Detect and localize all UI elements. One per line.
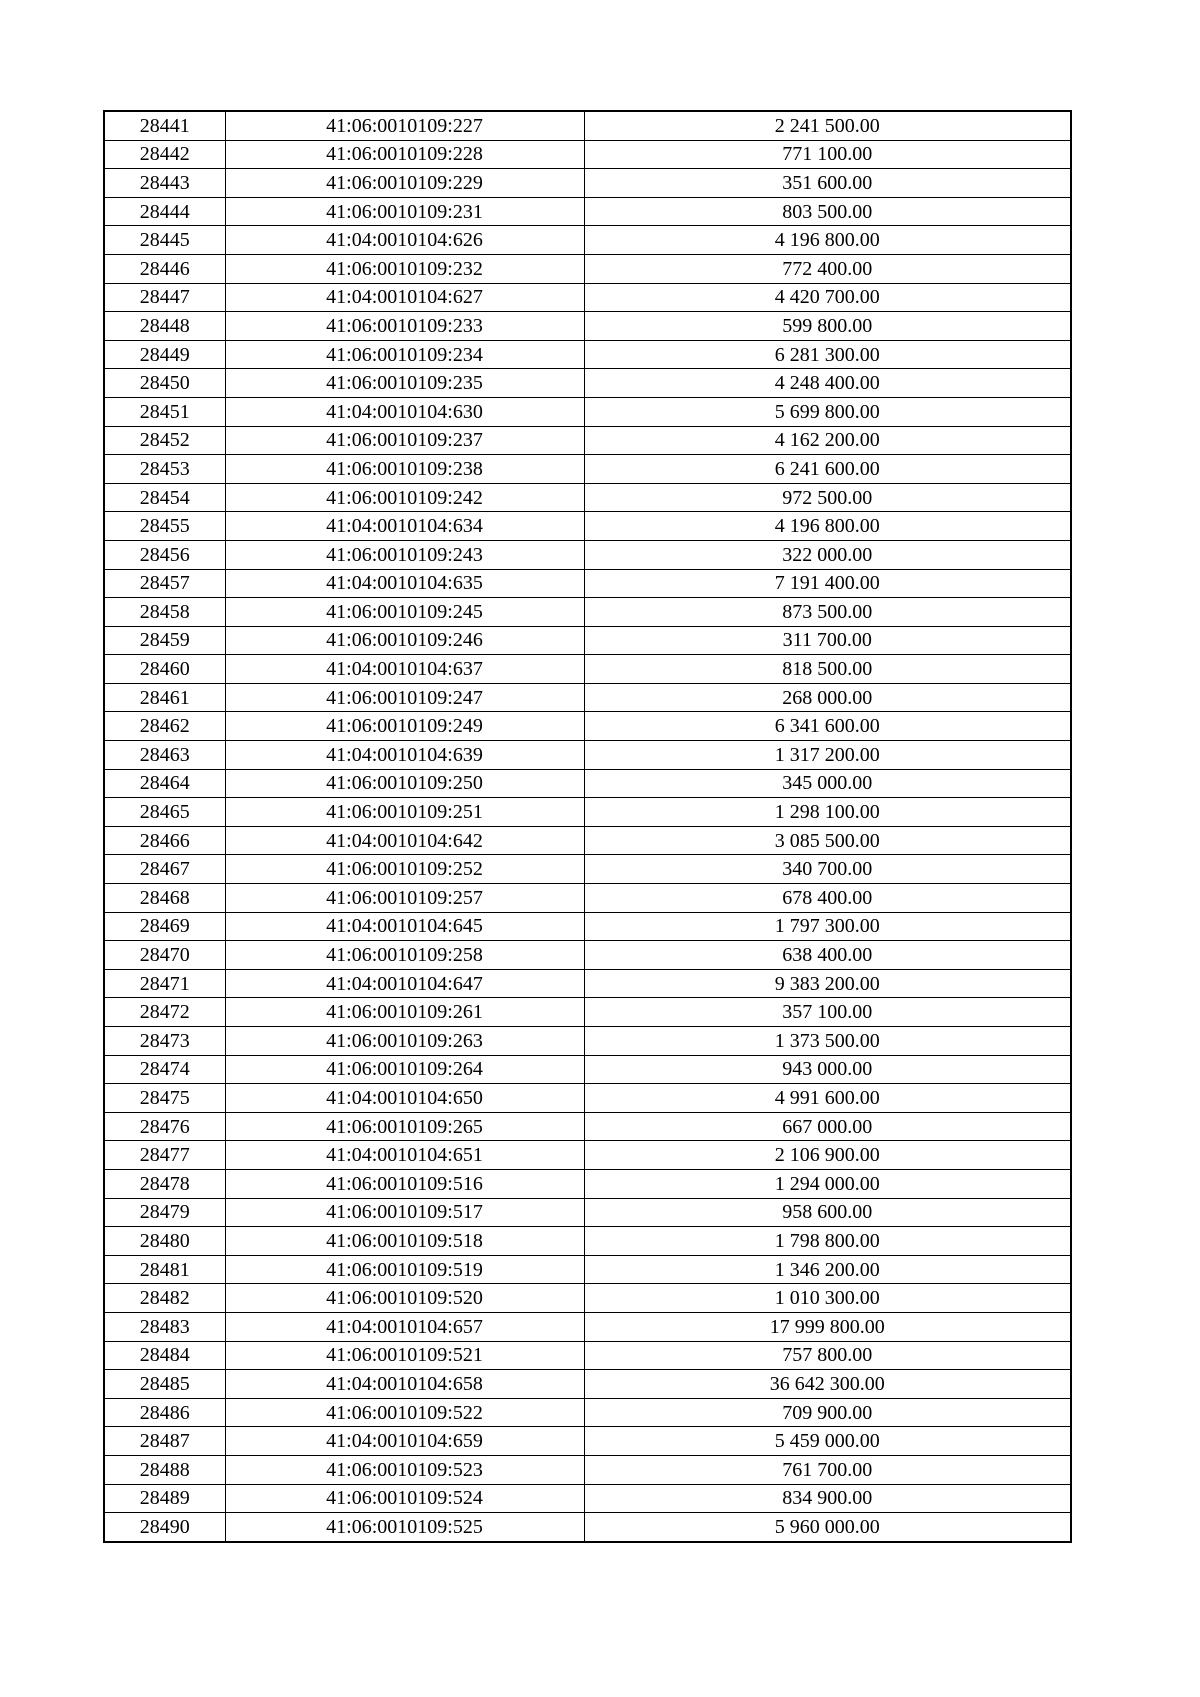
cadastral-number-cell: 41:06:0010109:525 [225,1513,584,1542]
row-number-cell: 28451 [104,397,225,426]
table-row [104,254,1071,283]
row-number-cell: 28486 [104,1398,225,1427]
cadastral-number-cell: 41:06:0010109:238 [225,455,584,484]
cadastral-value-cell: 3 085 500.00 [584,826,1071,855]
cadastral-value-cell: 667 000.00 [584,1112,1071,1141]
cadastral-value-cell: 36 642 300.00 [584,1370,1071,1399]
table-row [104,426,1071,455]
cadastral-number-cell: 41:06:0010109:246 [225,626,584,655]
cadastral-value-cell: 599 800.00 [584,312,1071,341]
table-row [104,1227,1071,1256]
row-number-cell: 28462 [104,712,225,741]
row-number-cell: 28448 [104,312,225,341]
cadastral-value-cell: 834 900.00 [584,1484,1071,1513]
table-row [104,1312,1071,1341]
cadastral-number-cell: 41:06:0010109:518 [225,1227,584,1256]
row-number-cell: 28480 [104,1227,225,1256]
row-number-cell: 28459 [104,626,225,655]
cadastral-number-cell: 41:06:0010109:257 [225,884,584,913]
cadastral-number-cell: 41:04:0010104:657 [225,1312,584,1341]
cadastral-value-cell: 771 100.00 [584,140,1071,169]
row-number-cell: 28478 [104,1169,225,1198]
table-row [104,741,1071,770]
table-row [104,1341,1071,1370]
table-row [104,598,1071,627]
cadastral-value-cell: 873 500.00 [584,598,1071,627]
cadastral-number-cell: 41:06:0010109:252 [225,855,584,884]
cadastral-value-table [103,110,1072,1543]
table-row [104,1455,1071,1484]
cadastral-value-cell: 340 700.00 [584,855,1071,884]
table-row [104,340,1071,369]
row-number-cell: 28443 [104,169,225,198]
row-number-cell: 28475 [104,1084,225,1113]
row-number-cell: 28482 [104,1284,225,1313]
cadastral-number-cell: 41:06:0010109:519 [225,1255,584,1284]
cadastral-number-cell: 41:06:0010109:264 [225,1055,584,1084]
cadastral-number-cell: 41:04:0010104:645 [225,912,584,941]
row-number-cell: 28468 [104,884,225,913]
cadastral-value-cell: 17 999 800.00 [584,1312,1071,1341]
row-number-cell: 28464 [104,769,225,798]
cadastral-number-cell: 41:04:0010104:639 [225,741,584,770]
cadastral-value-cell: 4 420 700.00 [584,283,1071,312]
table-row [104,226,1071,255]
cadastral-number-cell: 41:04:0010104:658 [225,1370,584,1399]
table-row [104,540,1071,569]
cadastral-value-cell: 1 010 300.00 [584,1284,1071,1313]
row-number-cell: 28452 [104,426,225,455]
row-number-cell: 28442 [104,140,225,169]
cadastral-number-cell: 41:06:0010109:521 [225,1341,584,1370]
table-row [104,1398,1071,1427]
cadastral-number-cell: 41:06:0010109:249 [225,712,584,741]
row-number-cell: 28458 [104,598,225,627]
row-number-cell: 28476 [104,1112,225,1141]
table-row [104,111,1071,140]
cadastral-value-cell: 818 500.00 [584,655,1071,684]
table-row [104,283,1071,312]
cadastral-value-cell: 4 196 800.00 [584,226,1071,255]
row-number-cell: 28449 [104,340,225,369]
table-body [104,111,1071,1542]
cadastral-number-cell: 41:06:0010109:517 [225,1198,584,1227]
table-row [104,1370,1071,1399]
cadastral-value-cell: 7 191 400.00 [584,569,1071,598]
table-row [104,998,1071,1027]
cadastral-number-cell: 41:04:0010104:637 [225,655,584,684]
cadastral-value-cell: 678 400.00 [584,884,1071,913]
cadastral-number-cell: 41:04:0010104:650 [225,1084,584,1113]
row-number-cell: 28469 [104,912,225,941]
table-row [104,397,1071,426]
cadastral-number-cell: 41:06:0010109:245 [225,598,584,627]
cadastral-number-cell: 41:06:0010109:520 [225,1284,584,1313]
cadastral-value-cell: 2 241 500.00 [584,111,1071,140]
table-row [104,455,1071,484]
cadastral-number-cell: 41:06:0010109:231 [225,197,584,226]
row-number-cell: 28490 [104,1513,225,1542]
row-number-cell: 28454 [104,483,225,512]
row-number-cell: 28479 [104,1198,225,1227]
cadastral-number-cell: 41:06:0010109:261 [225,998,584,1027]
row-number-cell: 28463 [104,741,225,770]
row-number-cell: 28446 [104,254,225,283]
cadastral-number-cell: 41:06:0010109:522 [225,1398,584,1427]
cadastral-number-cell: 41:06:0010109:250 [225,769,584,798]
cadastral-value-cell: 6 341 600.00 [584,712,1071,741]
cadastral-value-cell: 972 500.00 [584,483,1071,512]
cadastral-value-cell: 772 400.00 [584,254,1071,283]
table-row [104,369,1071,398]
row-number-cell: 28477 [104,1141,225,1170]
cadastral-number-cell: 41:04:0010104:634 [225,512,584,541]
row-number-cell: 28455 [104,512,225,541]
cadastral-value-cell: 357 100.00 [584,998,1071,1027]
table-row [104,912,1071,941]
table-row [104,969,1071,998]
row-number-cell: 28460 [104,655,225,684]
table-row [104,798,1071,827]
row-number-cell: 28441 [104,111,225,140]
row-number-cell: 28453 [104,455,225,484]
row-number-cell: 28484 [104,1341,225,1370]
table-row [104,1198,1071,1227]
cadastral-value-cell: 803 500.00 [584,197,1071,226]
table-row [104,1284,1071,1313]
cadastral-number-cell: 41:06:0010109:237 [225,426,584,455]
cadastral-value-cell: 5 459 000.00 [584,1427,1071,1456]
table-row [104,569,1071,598]
table-row [104,1027,1071,1056]
cadastral-number-cell: 41:06:0010109:242 [225,483,584,512]
cadastral-number-cell: 41:06:0010109:247 [225,683,584,712]
row-number-cell: 28471 [104,969,225,998]
cadastral-value-cell: 345 000.00 [584,769,1071,798]
cadastral-number-cell: 41:06:0010109:232 [225,254,584,283]
table-row [104,512,1071,541]
cadastral-number-cell: 41:06:0010109:229 [225,169,584,198]
table-row [104,197,1071,226]
cadastral-value-cell: 351 600.00 [584,169,1071,198]
cadastral-value-cell: 709 900.00 [584,1398,1071,1427]
table-row [104,1141,1071,1170]
row-number-cell: 28456 [104,540,225,569]
table-row [104,683,1071,712]
cadastral-number-cell: 41:06:0010109:263 [225,1027,584,1056]
table-row [104,1112,1071,1141]
table-row [104,140,1071,169]
row-number-cell: 28465 [104,798,225,827]
cadastral-number-cell: 41:04:0010104:630 [225,397,584,426]
cadastral-value-cell: 2 106 900.00 [584,1141,1071,1170]
row-number-cell: 28461 [104,683,225,712]
cadastral-value-cell: 268 000.00 [584,683,1071,712]
table-row [104,312,1071,341]
cadastral-number-cell: 41:04:0010104:651 [225,1141,584,1170]
row-number-cell: 28473 [104,1027,225,1056]
cadastral-number-cell: 41:06:0010109:227 [225,111,584,140]
cadastral-value-cell: 638 400.00 [584,941,1071,970]
row-number-cell: 28447 [104,283,225,312]
table-row [104,1084,1071,1113]
cadastral-number-cell: 41:06:0010109:243 [225,540,584,569]
cadastral-number-cell: 41:06:0010109:523 [225,1455,584,1484]
cadastral-value-cell: 311 700.00 [584,626,1071,655]
row-number-cell: 28489 [104,1484,225,1513]
cadastral-number-cell: 41:06:0010109:234 [225,340,584,369]
table-row [104,941,1071,970]
cadastral-number-cell: 41:04:0010104:642 [225,826,584,855]
cadastral-value-cell: 1 797 300.00 [584,912,1071,941]
table-row [104,483,1071,512]
table-row [104,1427,1071,1456]
cadastral-value-cell: 757 800.00 [584,1341,1071,1370]
table-row [104,1055,1071,1084]
cadastral-value-cell: 4 248 400.00 [584,369,1071,398]
row-number-cell: 28450 [104,369,225,398]
row-number-cell: 28470 [104,941,225,970]
cadastral-value-cell: 6 281 300.00 [584,340,1071,369]
table-row [104,169,1071,198]
row-number-cell: 28481 [104,1255,225,1284]
cadastral-number-cell: 41:04:0010104:627 [225,283,584,312]
row-number-cell: 28472 [104,998,225,1027]
row-number-cell: 28474 [104,1055,225,1084]
cadastral-number-cell: 41:04:0010104:659 [225,1427,584,1456]
cadastral-value-cell: 761 700.00 [584,1455,1071,1484]
cadastral-value-cell: 1 798 800.00 [584,1227,1071,1256]
row-number-cell: 28444 [104,197,225,226]
table-row [104,855,1071,884]
cadastral-number-cell: 41:06:0010109:265 [225,1112,584,1141]
cadastral-value-cell: 4 991 600.00 [584,1084,1071,1113]
table-row [104,626,1071,655]
cadastral-number-cell: 41:04:0010104:635 [225,569,584,598]
cadastral-value-cell: 4 196 800.00 [584,512,1071,541]
cadastral-number-cell: 41:06:0010109:516 [225,1169,584,1198]
row-number-cell: 28487 [104,1427,225,1456]
cadastral-number-cell: 41:06:0010109:228 [225,140,584,169]
row-number-cell: 28483 [104,1312,225,1341]
row-number-cell: 28488 [104,1455,225,1484]
cadastral-value-cell: 5 699 800.00 [584,397,1071,426]
row-number-cell: 28445 [104,226,225,255]
table-row [104,826,1071,855]
table-row [104,884,1071,913]
cadastral-value-cell: 1 346 200.00 [584,1255,1071,1284]
table-row [104,769,1071,798]
cadastral-number-cell: 41:06:0010109:233 [225,312,584,341]
cadastral-value-cell: 322 000.00 [584,540,1071,569]
cadastral-number-cell: 41:04:0010104:647 [225,969,584,998]
cadastral-value-cell: 5 960 000.00 [584,1513,1071,1542]
row-number-cell: 28466 [104,826,225,855]
cadastral-value-cell: 1 373 500.00 [584,1027,1071,1056]
table-row [104,655,1071,684]
cadastral-value-cell: 4 162 200.00 [584,426,1071,455]
cadastral-number-cell: 41:06:0010109:251 [225,798,584,827]
cadastral-number-cell: 41:06:0010109:258 [225,941,584,970]
cadastral-value-cell: 958 600.00 [584,1198,1071,1227]
cadastral-value-cell: 943 000.00 [584,1055,1071,1084]
cadastral-value-cell: 1 317 200.00 [584,741,1071,770]
row-number-cell: 28457 [104,569,225,598]
cadastral-value-cell: 1 298 100.00 [584,798,1071,827]
cadastral-value-cell: 6 241 600.00 [584,455,1071,484]
cadastral-value-cell: 1 294 000.00 [584,1169,1071,1198]
table-row [104,712,1071,741]
cadastral-number-cell: 41:06:0010109:524 [225,1484,584,1513]
row-number-cell: 28485 [104,1370,225,1399]
cadastral-number-cell: 41:06:0010109:235 [225,369,584,398]
row-number-cell: 28467 [104,855,225,884]
cadastral-number-cell: 41:04:0010104:626 [225,226,584,255]
table-row [104,1513,1071,1542]
table-row [104,1169,1071,1198]
table-row [104,1255,1071,1284]
table-row [104,1484,1071,1513]
cadastral-value-cell: 9 383 200.00 [584,969,1071,998]
